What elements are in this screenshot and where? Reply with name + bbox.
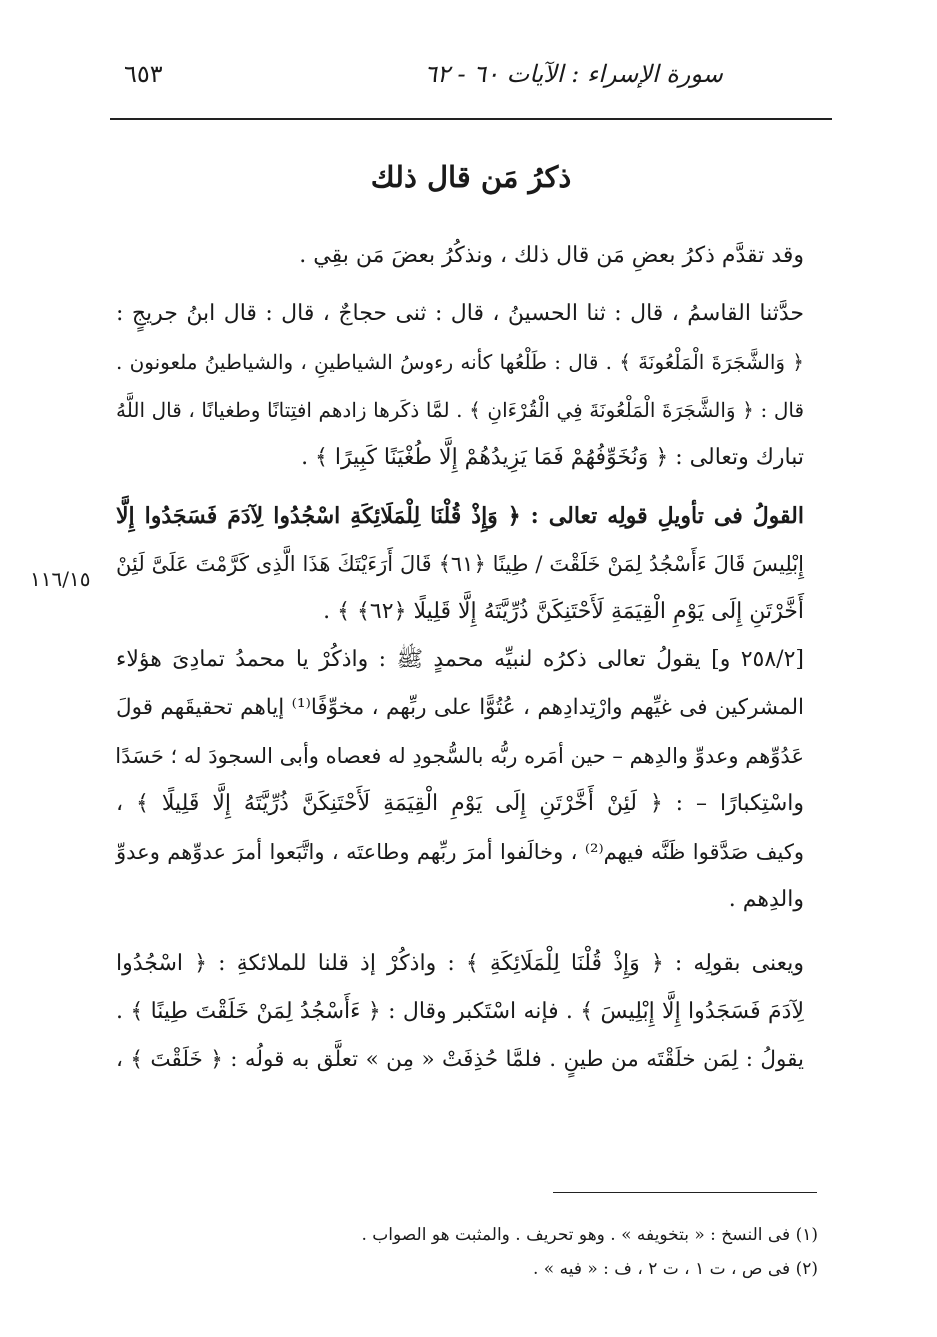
text-line: حدَّثنا القاسمُ ، قال : ثنا الحسينُ ، قال : ثنى حجاجٌ ، قال : قال ابنُ جريجٍ : — [116, 301, 804, 326]
header-rule — [110, 118, 832, 120]
text-line: والدِهم . — [728, 887, 804, 912]
text-line: إِبْلِيسَ قَالَ ءَأَسْجُدُ لِمَنْ خَلَقْتَ / طِينًا ﴿٦١﴾ قَالَ أَرَءَيْتَكَ هَذَا الَّذِى كَرَّمْتَ عَلَىَّ لَئِنْ — [116, 552, 804, 576]
paragraph-2 — [116, 290, 804, 482]
paragraph-3 — [116, 492, 804, 636]
section-title: ذكرُ مَن قال ذلك — [370, 160, 572, 194]
text-line: ويعنى بقولِه : ﴿ وَإِذْ قُلْنَا لِلْمَلَائِكَةِ ﴾ : واذكُرْ إذ قلنا للملائكةِ : ﴿ اسْجُدُوا — [116, 951, 804, 976]
text-line: وكيف صَدَّقوا ظَنَّه فيهم⁽²⁾ ، وخالَفوا أمرَ ربِّهم وطاعتَه ، واتَّبَعوا أمرَ عدوِّهم وعدوِّ — [116, 840, 804, 864]
text-line: وقد تقدَّم ذكرُ بعضِ مَن قال ذلك ، ونذكُرُ بعضَ مَن بقِي . — [299, 243, 804, 268]
text-line: أَخَّرْتَنِ إِلَى يَوْمِ الْقِيَمَةِ لَأَحْتَنِكَنَّ ذُرِّيَّتَهُ إِلَّا قَلِيلًا ﴿٦٢﴾ ﴾ . — [323, 599, 804, 624]
margin-reference: ١١٦/١٥ — [30, 567, 91, 591]
text-line: قال : ﴿ وَالشَّجَرَةَ الْمَلْعُونَةَ فِي الْقُرْءَانِ ﴾ . لمَّا ذكَرها زادهم افتِتانًا وطغيانًا ، قال اللَّهُ — [116, 398, 804, 422]
text-line: يقولُ : لِمَن خلَقْتَه من طينٍ . فلمَّا حُذِفَتْ « مِن » تعلَّق به قولُه : ﴿ خَلَقْتَ ﴾ ، — [116, 1047, 804, 1072]
page-number: ٦٥٣ — [124, 60, 163, 88]
text-line: [٢٥٨/٢ و] يقولُ تعالى ذكرُه لنبيِّه محمدٍ ﷺ : واذكُرْ يا محمدُ تمادِىَ هؤلاء — [116, 647, 804, 672]
footnote-2: (٢) فى ص ، ت ١ ، ت ٢ ، ف : « فيه » . — [532, 1259, 818, 1279]
text-line: تبارك وتعالى : ﴿ وَنُخَوِّفُهُمْ فَمَا يَزِيدُهُمْ إِلَّا طُغْيَنًا كَبِيرًا ﴾ . — [301, 445, 804, 470]
running-title: سورة الإسراء : الآيات ٦٠ - ٦٢ — [424, 60, 723, 88]
body-text — [116, 232, 804, 1084]
paragraph-1 — [116, 232, 804, 280]
footnote-1: (١) فى النسخ : « بتخويفه » . وهو تحريف . والمثبت هو الصواب . — [361, 1225, 818, 1245]
text-line: لِآدَمَ فَسَجَدُوا إِلَّا إِبْلِيسَ ﴾ . فإنه اسْتَكبر وقال : ﴿ ءَأَسْجُدُ لِمَنْ خَلَقْتَ طِينًا ﴾ . — [116, 999, 804, 1024]
text-line: المشركين فى غيِّهم وارْتِدادِهم ، عُتُوًّا على ربِّهم ، مخوِّفًا⁽¹⁾ إياهم تحقيقَهم قولَ — [116, 695, 804, 720]
text-line: واسْتِكبارًا – : ﴿ لَئِنْ أَخَّرْتَنِ إِلَى يَوْمِ الْقِيَمَةِ لَأَحْتَنِكَنَّ ذُرِّيَّتَهُ إِلَّا قَلِيلًا ﴾ ، — [116, 791, 804, 816]
text-line: ﴿ وَالشَّجَرَةَ الْمَلْعُونَةَ ﴾ . قال : طَلْعُها كأنه رءوسُ الشياطينِ ، والشياطينُ ملعونون . — [116, 350, 804, 374]
paragraph-4 — [116, 636, 804, 924]
text-line: عَدُوِّهم وعدوِّ والدِهم – حين أمَره ربُّه بالسُّجودِ له فعصاه وأبى السجودَ له ؛ حَسَدًا — [115, 744, 804, 768]
footnotes — [300, 1218, 818, 1286]
paragraph-5 — [116, 940, 804, 1084]
page-header — [118, 58, 829, 98]
footnote-rule — [553, 1192, 817, 1193]
text-line: القولُ فى تأويلِ قولِه تعالى : ﴿ وَإِذْ قُلْنَا لِلْمَلَائِكَةِ اسْجُدُوا لِآدَمَ فَسَجَدُوا إِلَّا — [116, 503, 804, 529]
